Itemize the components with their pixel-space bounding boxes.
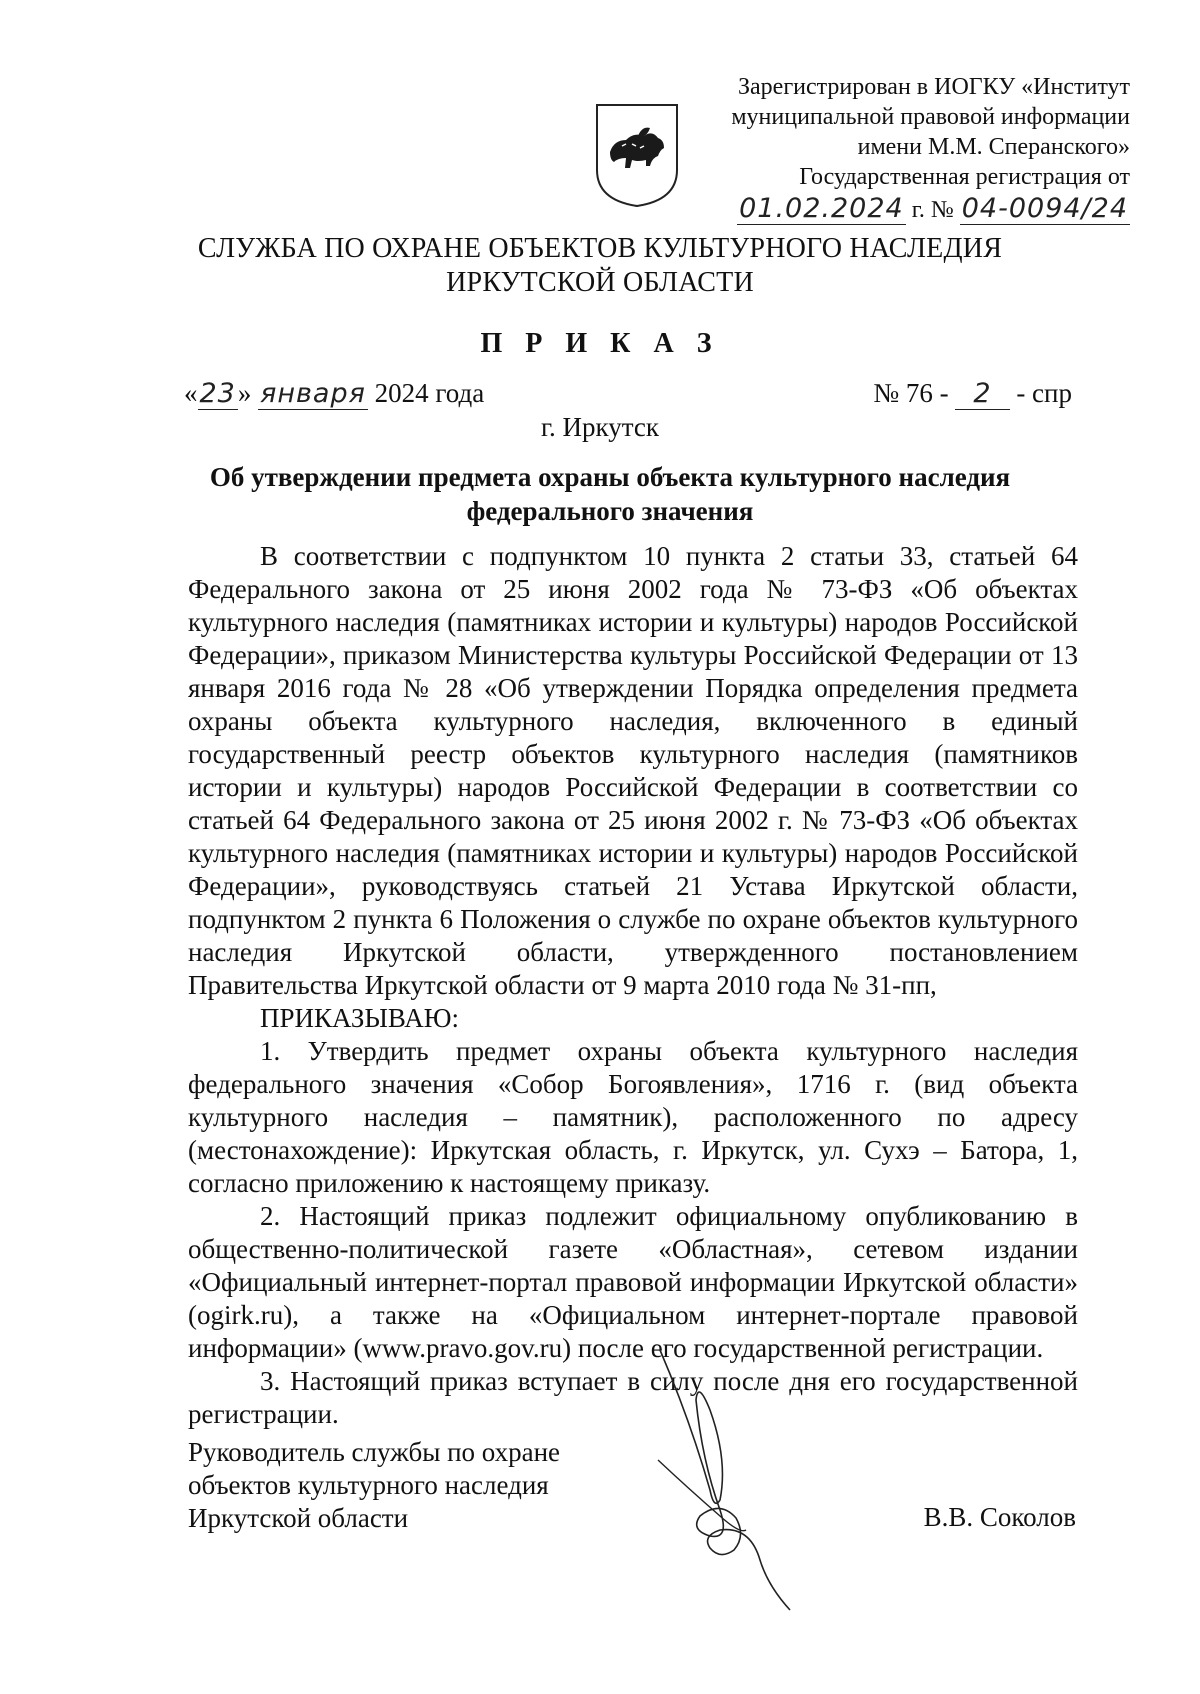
order-subject bbox=[180, 460, 1040, 528]
city: г. Иркутск bbox=[541, 412, 659, 442]
agency-heading-line-2: ИРКУТСКОЙ ОБЛАСТИ bbox=[446, 267, 754, 298]
order-number-suffix: - спр bbox=[1016, 378, 1072, 408]
order-subject-line-2: федерального значения bbox=[466, 496, 754, 526]
order-item-2: 2. Настоящий приказ подлежит официальному опубликованию в общественно-политической газете «Областная», сетевом издании «Официальный интернет-портал правовой информации Иркутской области» (ogirk.ru), а также на «Официальном интернет-портале правовой информации» (www.pravo.gov.ru) после его государственной регистрации. bbox=[188, 1201, 1078, 1363]
registration-number-line bbox=[710, 194, 1130, 225]
order-body bbox=[188, 540, 1078, 1431]
order-number-prefix: № 76 - bbox=[873, 378, 949, 408]
date-close-quote: » bbox=[237, 378, 252, 408]
date-year: 2024 года bbox=[374, 378, 485, 408]
registration-block bbox=[710, 72, 1130, 225]
signature-block bbox=[188, 1436, 560, 1535]
registration-line-1: Зарегистрирован в ИОГКУ «Институт bbox=[737, 74, 1130, 100]
registration-mid: г. № bbox=[911, 197, 954, 223]
date-month: января bbox=[260, 378, 366, 409]
document-type-title: П Р И К А З bbox=[480, 328, 720, 359]
signer-name: В.В. Соколов bbox=[923, 1502, 1076, 1532]
signer-title-line-3: Иркутской области bbox=[188, 1503, 409, 1533]
order-item-3: 3. Настоящий приказ вступает в силу после дня его государственной регистрации. bbox=[188, 1366, 1078, 1429]
registration-line-3: имени М.М. Сперанского» bbox=[857, 134, 1130, 160]
preamble-paragraph: В соответствии с подпунктом 10 пункта 2 статьи 33, статьей 64 Федерального закона от 25 июня 2002 года № 73-ФЗ «Об объектах культурного наследия (памятниках истории и культуры) народов Российской Федерации», приказом Министерства культуры Российской Федерации от 13 января 2016 года № 28 «Об утверждении Порядка определения предмета охраны объекта культурного наследия, включенного в единый государственный реестр объектов культурного наследия (памятников истории и культуры) народов Российской Федерации в соответствии со статьей 64 Федерального закона от 25 июня 2002 г. № 73-ФЗ «Об объектах культурного наследия (памятниках истории и культуры) народов Российской Федерации», руководствуясь статьей 21 Устава Иркутской области, подпунктом 2 пункта 6 Положения о службе по охране объектов культурного наследия Иркутской области, утвержденного постановлением Правительства Иркутской области от 9 марта 2010 года № 31-пп, bbox=[188, 541, 1078, 1000]
registration-line-2: муниципальной правовой информации bbox=[731, 104, 1130, 130]
handwritten-signature bbox=[650, 1340, 810, 1620]
order-item-1: 1. Утвердить предмет охраны объекта культурного наследия федерального значения «Собор Богоявления», 1716 г. (вид объекта культурного наследия – памятник), расположенного по адресу (местонахождение): Иркутская область, г. Иркутск, ул. Сухэ – Батора, 1, согласно приложению к настоящему приказу. bbox=[188, 1036, 1078, 1198]
signer-title-line-1: Руководитель службы по охране bbox=[188, 1437, 561, 1467]
signer-title-line-2: объектов культурного наследия bbox=[188, 1470, 549, 1500]
irkutsk-coat-of-arms-icon bbox=[592, 100, 682, 210]
agency-heading bbox=[0, 232, 1200, 300]
order-word: ПРИКАЗЫВАЮ: bbox=[260, 1003, 459, 1033]
registration-line-4: Государственная регистрация от bbox=[799, 164, 1130, 190]
order-number-handwritten: 2 bbox=[955, 378, 1009, 410]
order-number bbox=[873, 378, 1072, 409]
order-subject-line-1: Об утверждении предмета охраны объекта культурного наследия bbox=[209, 462, 1011, 492]
agency-heading-line-1: СЛУЖБА ПО ОХРАНЕ ОБЪЕКТОВ КУЛЬТУРНОГО НАСЛЕДИЯ bbox=[197, 233, 1003, 264]
registration-date: 01.02.2024 bbox=[739, 193, 904, 224]
date-open-quote: « bbox=[184, 378, 198, 408]
date-day: 23 bbox=[199, 378, 236, 409]
registration-number: 04-0094/24 bbox=[961, 193, 1128, 224]
order-date bbox=[184, 378, 484, 409]
